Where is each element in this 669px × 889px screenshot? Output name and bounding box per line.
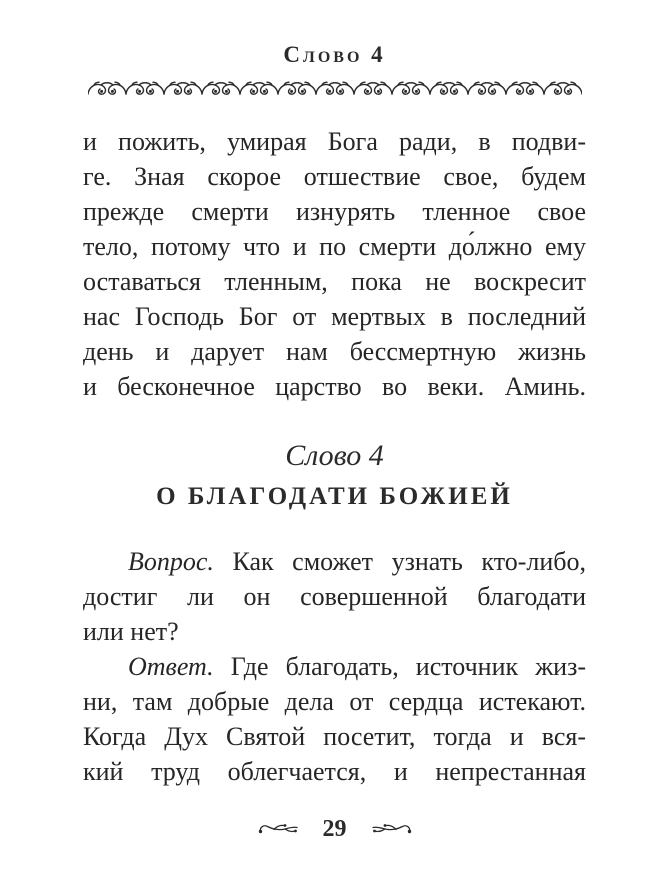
text-line: Вопрос. Как сможет узнать кто-либо,: [128, 547, 586, 576]
text-line: тело, потому что и по смерти до́лжно ему: [83, 232, 586, 261]
text-line: прежде смерти изнурять тленное свое: [83, 197, 586, 226]
page-body: [83, 124, 586, 789]
text-line: и пожить, умирая Бога ради, в подви-: [83, 127, 586, 156]
running-header: [0, 0, 669, 68]
paragraph-answer: [83, 649, 586, 789]
swash-flourish-right-icon: [371, 821, 413, 837]
text-line: нас Господь Бог от мертвых в последний: [83, 302, 586, 331]
floral-vine-divider-icon: [88, 79, 582, 101]
lead-word: Вопрос.: [128, 547, 214, 576]
page-number: 29: [322, 816, 347, 842]
text-line: достиг ли он совершенной благодати: [83, 582, 586, 611]
text-line: ни, там добрые дела от сердца истекают.: [83, 687, 586, 716]
paragraph-continuation: [83, 124, 586, 404]
page-footer: [0, 817, 669, 841]
text-line: Когда Дух Святой посетит, тогда и вся-: [83, 722, 586, 751]
chapter-title: О БЛАГОДАТИ БОЖИЕЙ: [156, 483, 513, 510]
paragraph-question: [83, 544, 586, 649]
text-line: день и дарует нам бессмертную жизнь: [83, 337, 586, 366]
lead-word: Ответ.: [128, 652, 214, 681]
text-line: или нет?: [83, 617, 179, 646]
running-header-title: Слово 4: [283, 42, 386, 67]
text-line: оставаться тленным, пока не воскресит: [83, 267, 586, 296]
text-line: ге. Зная скорое отшествие свое, будем: [83, 162, 586, 191]
chapter-number-heading: Слово 4: [285, 439, 384, 472]
swash-flourish-left-icon: [257, 821, 299, 837]
text-line: и бесконечное царство во веки. Аминь.: [83, 372, 586, 401]
text-line: Ответ. Где благодать, источник жиз-: [128, 652, 586, 681]
text-line: кий труд облегчается, и непрестанная: [83, 757, 586, 786]
